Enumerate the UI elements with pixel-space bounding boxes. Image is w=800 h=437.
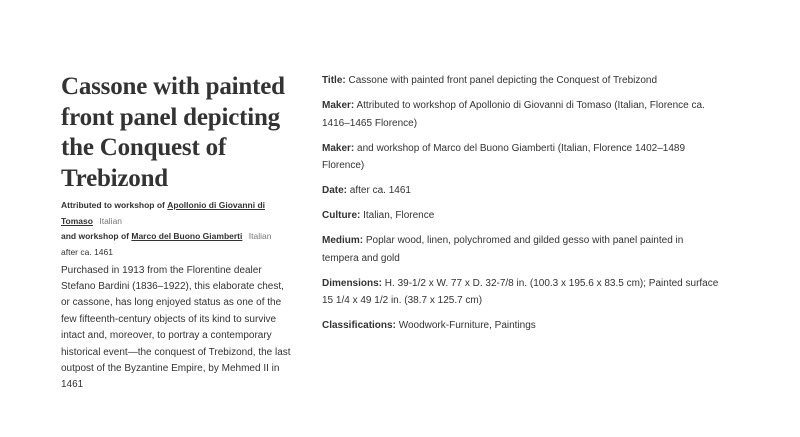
detail-value: and workshop of Marco del Buono Giamberti (Italian, Florence 1402–1489 Florence) [322,142,685,171]
artist-link-apollonio[interactable]: Apollonio di Giovanni di Tomaso [61,200,266,226]
detail-value: Woodwork-Furniture, Paintings [398,320,536,331]
detail-label: Classifications: [322,320,396,331]
detail-value: Italian, Florence [363,210,435,221]
detail-label: Medium: [322,235,364,246]
detail-medium [322,232,722,267]
detail-value: H. 39-1/2 x W. 77 x D. 32-7/8 in. (100.3 x 195.6 x 83.5 cm); Painted surface 15 1/4 x 49 1/2 in. (38.7 x 125.7 cm) [322,277,719,306]
artist-line [61,198,293,229]
detail-value: after ca. 1461 [349,185,411,196]
artist-nationality: Italian [248,231,272,241]
detail-label: Title: [322,75,346,86]
detail-maker [322,97,722,132]
artist-line [61,229,293,245]
detail-dimensions [322,275,722,310]
detail-label: Date: [322,185,348,196]
object-title: Cassone with painted front panel depicting the Conquest of Trebizond [61,73,285,192]
detail-value: Poplar wood, linen, polychromed and gilded gesso with panel painted in tempera and gold [322,235,684,264]
detail-value: Attributed to workshop of Apollonio di Giovanni di Tomaso (Italian, Florence ca. 1416–1465 Florence) [322,100,705,129]
artist-link-marco[interactable]: Marco del Buono Giamberti [131,231,243,241]
detail-title [322,72,722,90]
detail-label: Maker: [322,142,355,154]
object-details [322,72,722,342]
detail-value: Cassone with painted front panel depicting the Conquest of Trebizond [348,75,658,86]
detail-date [322,182,722,200]
object-description: Purchased in 1913 from the Florentine dealer Stefano Bardini (1836–1922), this elaborate chest, or cassone, has long enjoyed status as one of the few fifteenth-century objects of its kind to survive intact and, moreover, to portray a contemporary historical event—the conquest of Trebizond, the last outpost of the Byzantine Empire, by Mehmed II in 1461 [61,264,291,391]
artist-role: Attributed to workshop of [61,200,165,210]
artist-nationality: Italian [99,215,123,226]
detail-culture [322,207,722,225]
artist-role: and workshop of [61,231,129,241]
detail-label: Maker: [322,100,355,111]
object-date: after ca. 1461 [61,246,113,257]
detail-label: Culture: [322,210,361,221]
object-summary [61,72,293,404]
detail-classifications [322,317,722,335]
detail-label: Dimensions: [322,277,383,289]
detail-maker [322,140,722,175]
